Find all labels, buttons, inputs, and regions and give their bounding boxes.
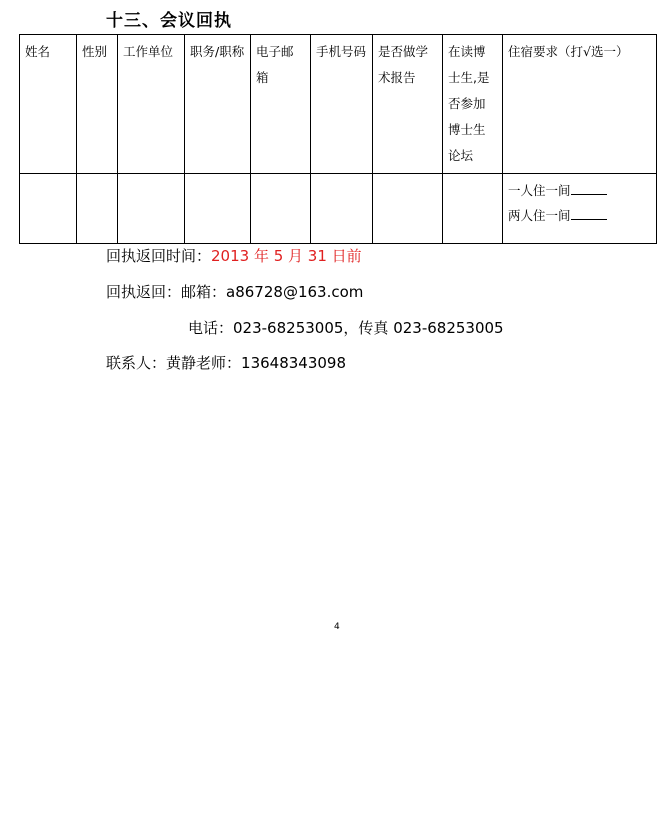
input-cell-phd-forum[interactable] (443, 174, 503, 244)
phone-number: 023-68253005 (233, 319, 344, 337)
header-cell-phd-forum: 在读博士生,是否参加博士生论坛 (443, 35, 503, 174)
email-label: 邮箱： (181, 283, 227, 301)
table-header-row (20, 35, 657, 174)
check-blank[interactable] (571, 205, 607, 220)
contact-phone: 13648343098 (241, 354, 347, 372)
return-email-line (106, 281, 363, 302)
input-cell-gender[interactable] (77, 174, 118, 244)
table-row (20, 174, 657, 244)
check-blank[interactable] (571, 180, 607, 195)
page-number: 4 (334, 622, 340, 632)
input-cell-workplace[interactable] (118, 174, 185, 244)
phone-fax-line (188, 317, 504, 338)
header-cell-position: 职务/职称 (185, 35, 251, 174)
section-heading: 十三、会议回执 (106, 11, 232, 31)
header-cell-gender: 性别 (77, 35, 118, 174)
input-cell-name[interactable] (20, 174, 77, 244)
phone-label: 电话： (188, 319, 234, 337)
input-cell-accommodation (503, 174, 657, 244)
input-cell-email[interactable] (251, 174, 311, 244)
contact-label: 联系人： (106, 354, 167, 372)
header-cell-mobile: 手机号码 (311, 35, 373, 174)
header-cell-accommodation: 住宿要求（打√选一） (503, 35, 657, 174)
return-label: 回执返回： (106, 283, 182, 301)
option-single-room[interactable]: 一人住一间 (508, 178, 651, 203)
header-cell-academic-report: 是否做学术报告 (373, 35, 443, 174)
header-cell-email: 电子邮箱 (251, 35, 311, 174)
receipt-form-table (19, 34, 657, 244)
contact-line (106, 352, 346, 373)
input-cell-mobile[interactable] (311, 174, 373, 244)
email-address[interactable]: a86728@163.com (226, 283, 364, 301)
input-cell-academic-report[interactable] (373, 174, 443, 244)
deadline-value: 2013 年 5 月 31 日前 (211, 247, 362, 265)
fax-label: ，传真 (343, 319, 394, 337)
deadline-label: 回执返回时间： (106, 247, 212, 265)
fax-number: 023-68253005 (393, 319, 504, 337)
contact-name: 黄静老师： (166, 354, 242, 372)
option-shared-room[interactable]: 两人住一间 (508, 203, 651, 228)
header-cell-workplace: 工作单位 (118, 35, 185, 174)
deadline-line (106, 245, 362, 266)
header-cell-name: 姓名 (20, 35, 77, 174)
input-cell-position[interactable] (185, 174, 251, 244)
